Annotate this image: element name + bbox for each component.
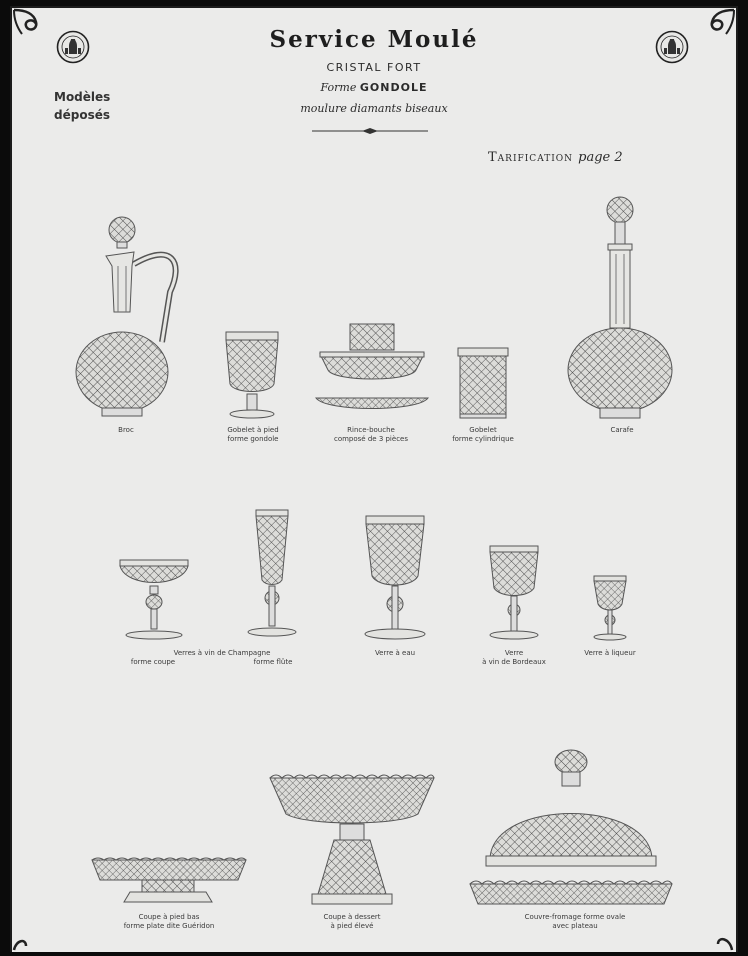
caption-couvre-fromage: Couvre-fromage forme ovale avec plateau xyxy=(524,913,626,930)
forme-label: Forme xyxy=(320,81,357,94)
champagne-flute-illustration xyxy=(246,508,298,642)
caption-champagne: Verres à vin de Champagne xyxy=(173,649,271,657)
coupe-dessert-illustration xyxy=(268,772,436,908)
catalog-page xyxy=(10,6,738,952)
gobelet-cylindrique-illustration xyxy=(456,346,510,422)
verre-liqueur-illustration xyxy=(590,574,630,642)
caption-verre-bordeaux: Verre à vin de Bordeaux xyxy=(482,649,546,666)
divider-ornament-icon xyxy=(312,127,428,135)
tarif-page: page 2 xyxy=(578,150,623,165)
caption-champagne-flute: forme flûte xyxy=(253,658,293,666)
page-title: Service Moulé xyxy=(269,26,479,53)
verre-eau-illustration xyxy=(362,514,428,642)
caption-gobelet-cylindrique: Gobelet forme cylindrique xyxy=(452,426,514,443)
caption-broc: Broc xyxy=(118,426,134,434)
models-line-2: déposés xyxy=(54,108,110,122)
description: moulure diamants biseaux xyxy=(300,102,448,115)
caption-coupe-pied-bas: Coupe à pied bas forme plate dite Guéridon xyxy=(123,913,215,930)
caption-verre-eau: Verre à eau xyxy=(374,649,416,657)
corner-scroll-ornament-icon xyxy=(712,934,734,952)
broc-pitcher-illustration xyxy=(72,212,182,422)
caption-carafe: Carafe xyxy=(610,426,634,434)
tarification xyxy=(488,150,623,165)
caption-verre-liqueur: Verre à liqueur xyxy=(584,649,636,657)
models-note xyxy=(54,88,144,124)
coupe-pied-bas-illustration xyxy=(88,856,248,908)
caption-coupe-dessert: Coupe à dessert à pied élevé xyxy=(323,913,381,930)
carafe-illustration xyxy=(564,194,676,424)
corner-scroll-ornament-icon xyxy=(12,936,32,952)
caption-rince-bouche: Rince-bouche composé de 3 pièces xyxy=(333,426,408,443)
caption-gobelet-pied: Gobelet à pied forme gondole xyxy=(227,426,279,443)
couvre-fromage-illustration xyxy=(468,744,674,908)
rince-bouche-illustration xyxy=(312,320,432,420)
forme-name: GONDOLE xyxy=(359,81,428,94)
models-line-1: Modèles xyxy=(54,90,111,104)
caption-champagne-coupe: forme coupe xyxy=(130,658,176,666)
champagne-coupe-illustration xyxy=(116,558,192,644)
verre-bordeaux-illustration xyxy=(486,544,542,642)
tarif-label: Tarification xyxy=(488,150,574,165)
gobelet-pied-illustration xyxy=(220,328,284,424)
subtitle: CRISTAL FORT xyxy=(326,61,422,74)
